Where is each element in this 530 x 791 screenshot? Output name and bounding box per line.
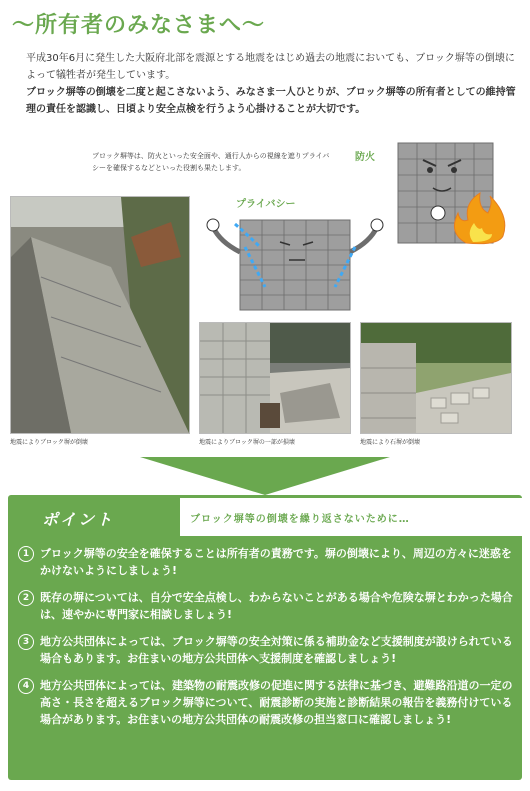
points-title: ポイント (42, 510, 115, 529)
intro-line-2: ブロック塀等の倒壊を二度と起こさないよう、みなさま一人ひとりが、ブロック塀等の所有者としての維持管理の責任を認識し、日頃より安全点検を行うよう心掛けることが大切です。 (26, 87, 516, 115)
point-item (18, 545, 514, 579)
point-number: 4 (18, 678, 34, 694)
intro-line-1: 平成30年6月に発生した大阪府北部を震源とする地震をはじめ過去の地震においても、ブロック塀等の倒壊によって犠牲者が発生しています。 (26, 53, 515, 81)
point-number: 2 (18, 590, 34, 606)
point-item (18, 589, 514, 623)
photo-collapsed-stone-wall (360, 322, 512, 434)
intro-text (26, 50, 521, 118)
privacy-label: プライバシー (236, 199, 296, 210)
privacy-wall-character-illustration (205, 212, 385, 312)
point-item (18, 677, 514, 728)
fire-label: 防火 (355, 152, 375, 163)
photo-caption-1: 地震によりブロック塀が倒壊 (10, 439, 88, 446)
point-text: 地方公共団体によっては、建築物の耐震改修の促進に関する法律に基づき、避難路沿道の一定の高さ・長さを超えるブロック塀等について、耐震診断の実施と診断結果の報告を義務付けている場合があります。お住まいの地方公共団体の耐震改修の担当窓口に確認しましょう! (40, 679, 513, 726)
points-list (18, 545, 514, 738)
point-number: 1 (18, 546, 34, 562)
point-text: ブロック塀等の安全を確保することは所有者の責務です。塀の倒壊により、周辺の方々に迷惑をかけないようにしましょう! (40, 547, 512, 577)
point-text: 地方公共団体によっては、ブロック塀等の安全対策に係る補助金など支援制度が設けられている場合もあります。お住まいの地方公共団体へ支援制度を確認しましょう! (40, 635, 513, 665)
page-title: 〜所有者のみなさまへ〜 (12, 13, 266, 38)
photo-damaged-block-wall (199, 322, 351, 434)
down-arrow-icon (140, 457, 390, 495)
point-text: 既存の塀については、自分で安全点検し、わからないことがある場合や危険な塀とわかった場合は、速やかに専門家に相談しましょう! (40, 591, 513, 621)
point-number: 3 (18, 634, 34, 650)
photo-caption-2: 地震によりブロック塀の一部が損壊 (199, 439, 295, 446)
illustration-caption: ブロック塀等は、防火といった安全面や、通行人からの視線を遮りプライバシーを確保するなどといった役割も果たします。 (92, 152, 330, 172)
point-item (18, 633, 514, 667)
points-subtitle: ブロック塀等の倒壊を繰り返さないために… (190, 514, 410, 525)
fire-wall-character-illustration (388, 138, 518, 253)
photo-caption-3: 地震により石塀が倒壊 (360, 439, 421, 446)
photo-collapsed-block-wall (10, 196, 190, 434)
